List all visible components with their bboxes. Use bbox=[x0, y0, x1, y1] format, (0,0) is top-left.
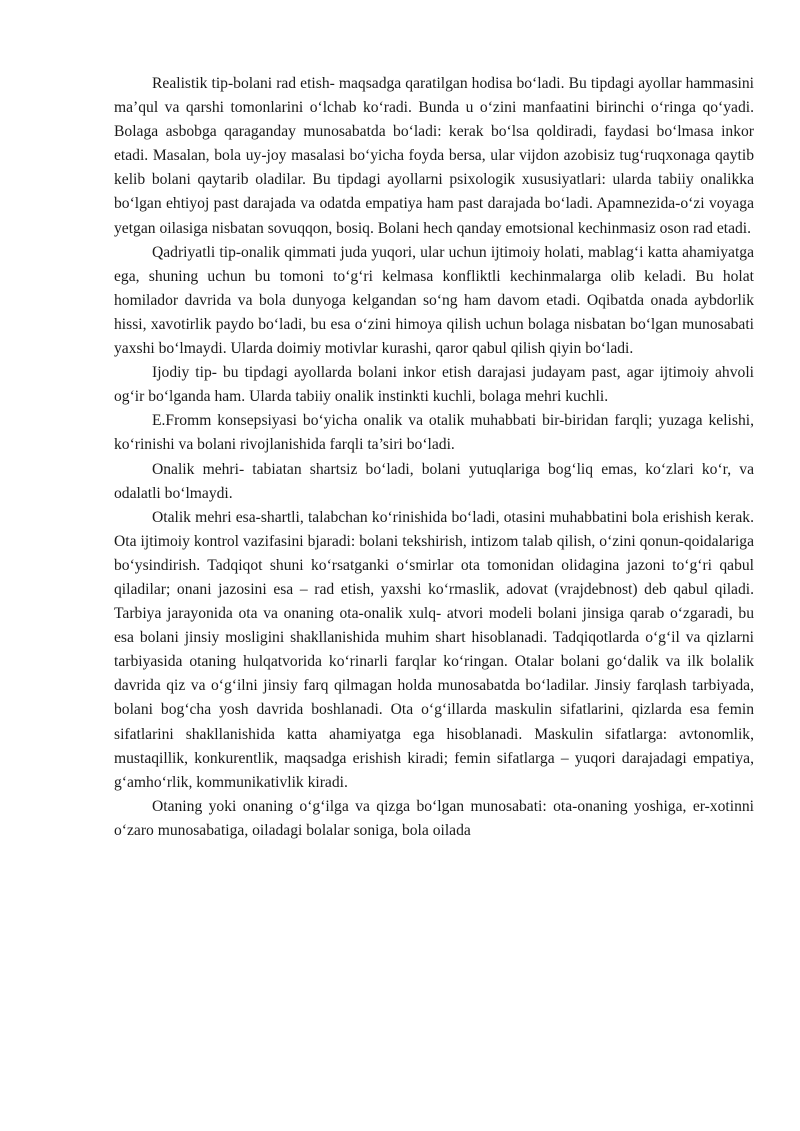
paragraph-value-type: Qadriyatli tip-onalik qimmati juda yuqori, ular uchun ijtimoiy holati, mablag‘i katta ahamiyatga ega, shuning uchun bu tomoni to‘g‘ri kelmasa konfliktli kechinmalarga olib keladi. Bu holat homilador davrida va bola dunyoga kelgandan so‘ng ham davom etadi. Oqibatda onada aybdorlik hissi, xavotirlik paydo bo‘ladi, bu esa o‘zini himoya qilish uchun bolaga nisbatan bo‘lgan munosabati yaxshi bo‘lmaydi. Ularda doimiy motivlar kurashi, qaror qabul qilish qiyin bo‘ladi. bbox=[114, 243, 754, 358]
paragraph-creative-type: Ijodiy tip- bu tipdagi ayollarda bolani inkor etish darajasi judayam past, agar ijtimoiy ahvoli og‘ir bo‘lganda ham. Ularda tabiiy onalik instinkti kuchli, bolaga mehri kuchli. bbox=[114, 364, 754, 406]
paragraph-maternal-love: Onalik mehri- tabiatan shartsiz bo‘ladi, bolani yutuqlariga bog‘liq emas, ko‘zlari ko‘r, va odalatli bo‘lmaydi. bbox=[114, 460, 754, 502]
paragraph-fromm-concept: E.Fromm konsepsiyasi bo‘yicha onalik va otalik muhabbati bir-biridan farqli; yuzaga kelishi, ko‘rinishi va bolani rivojlanishida farqli ta’siri bo‘ladi. bbox=[114, 412, 754, 454]
paragraph-parent-attitude: Otaning yoki onaning o‘g‘ilga va qizga bo‘lgan munosabati: ota-onaning yoshiga, er-xotinni o‘zaro munosabatiga, oiladagi bolalar soniga, bola oilada bbox=[114, 797, 754, 839]
document-page bbox=[114, 72, 754, 843]
paragraph-paternal-love: Otalik mehri esa-shartli, talabchan ko‘rinishida bo‘ladi, otasini muhabbatini bola erishish kerak. Ota ijtimoiy kontrol vazifasini bjaradi: bolani tekshirish, intizom talab qilish, o‘zini qonun-qoidalariga bo‘ysindirish. Tadqiqot shuni ko‘rsatganki o‘smirlar ota tomonidan olidagina jazoni to‘g‘ri qabul qiladilar; onani jazosini esa – rad etish, yaxshi ko‘rmaslik, adovat (vrajdebnost) deb qabul qiladi. Tarbiya jarayonida ota va onaning ota-onalik xulq- atvori modeli bolani jinsiga qarab o‘zgaradi, bu esa bolani jinsiy mosligini shakllanishida muhim shart hisoblanadi. Tadqiqotlarda o‘g‘il va qizlarni tarbiyasida otaning hulqatvorida ko‘rinarli farqlar ko‘ringan. Otalar bolani go‘dalik va ilk bolalik davrida qiz va o‘g‘ilni jinsiy farq qilmagan holda munosabatda bo‘ladilar. Jinsiy farqlash tarbiyada, bolani bog‘cha yosh davrida boshlanadi. Ota o‘g‘illarda maskulin sifatlarini, qizlarda esa femin sifatlarini shakllanishida katta ahamiyatga ega hisoblanadi. Maskulin sifatlarga: avtonomlik, mustaqillik, konkurentlik, maqsadga erishish kiradi; femin sifatlarga – yuqori darajadagi empatiya, g‘amho‘rlik, kommunikativlik kiradi. bbox=[114, 508, 754, 791]
paragraph-realistic-type: Realistik tip-bolani rad etish- maqsadga qaratilgan hodisa bo‘ladi. Bu tipdagi ayollar hammasini ma’qul va qarshi tomonlarini o‘lchab ko‘radi. Bunda u o‘zini manfaatini birinchi o‘ringa qo‘yadi. Bolaga asbobga qaraganday munosabatda bo‘ladi: kerak bo‘lsa qoldiradi, faydasi bo‘lmasa inkor etadi. Masalan, bola uy-joy masalasi bo‘yicha foyda bersa, ular vijdon azobisiz tug‘ruqxonaga qaytib kelib bolani qaytarib oladilar. Bu tipdagi ayollarni psixologik xususiyatlari: ularda tabiiy onalikka bo‘lgan ehtiyoj past darajada va odatda empatiya ham past darajada bo‘ladi. Apamnezida-o‘zi voyaga yetgan oilasiga nisbatan sovuqqon, bosiq. Bolani hech qanday emotsional kechinmasiz oson rad etadi. bbox=[114, 75, 754, 237]
